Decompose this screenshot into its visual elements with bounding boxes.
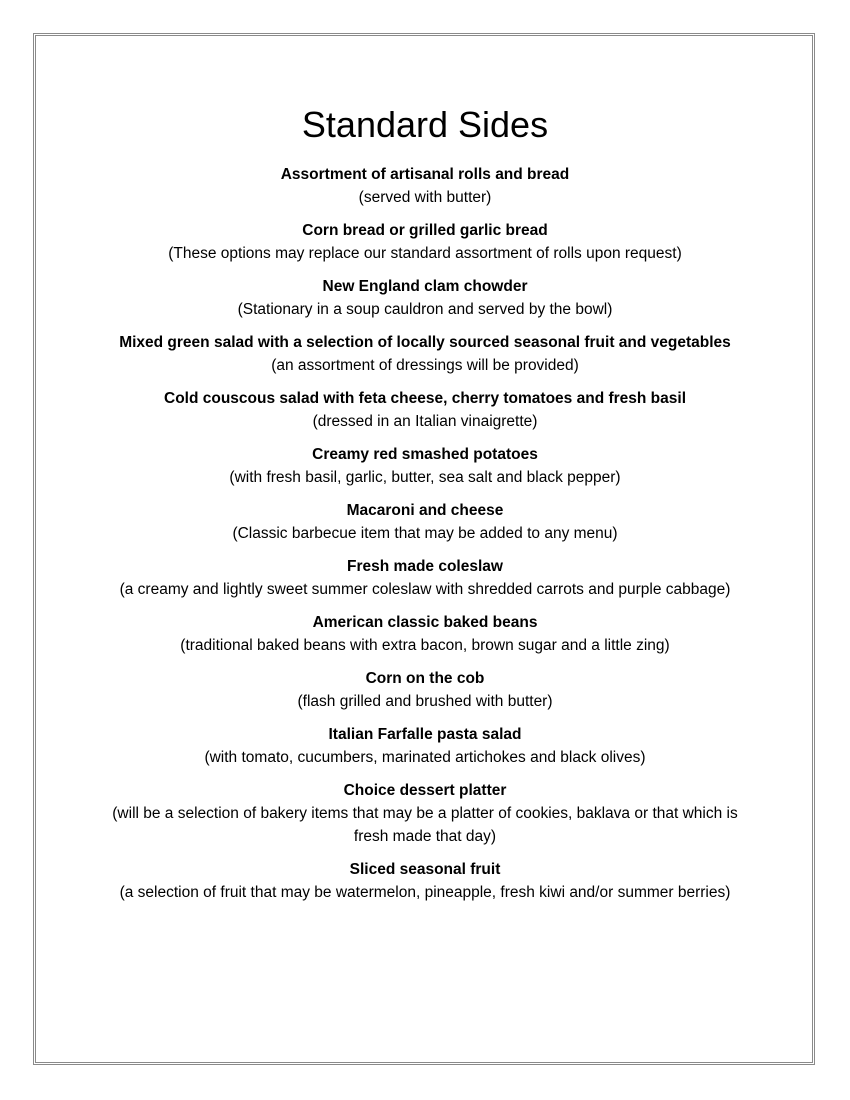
menu-item-name: Macaroni and cheese (346, 502, 504, 519)
menu-item (100, 611, 750, 657)
menu-item (100, 667, 750, 713)
menu-item-name: Choice dessert platter (343, 782, 507, 799)
menu-item-name: Italian Farfalle pasta salad (328, 726, 522, 743)
menu-item-name: Corn bread or grilled garlic bread (302, 222, 548, 239)
menu-item-name: New England clam chowder (322, 278, 528, 295)
menu-item (100, 387, 750, 433)
menu-item-description: (a selection of fruit that may be watermelon, pineapple, fresh kiwi and/or summer berries) (119, 884, 731, 901)
menu-item (100, 858, 750, 904)
menu-item-description: (with tomato, cucumbers, marinated artichokes and black olives) (204, 749, 646, 766)
menu-item-description: (an assortment of dressings will be provided) (271, 357, 579, 374)
menu-item (100, 163, 750, 209)
menu-item-description: (Classic barbecue item that may be added to any menu) (232, 525, 618, 542)
menu-item-name: Sliced seasonal fruit (349, 861, 501, 878)
menu-item-description: (flash grilled and brushed with butter) (297, 693, 553, 710)
menu-item-description: (Stationary in a soup cauldron and served by the bowl) (237, 301, 613, 318)
menu-item-description: (with fresh basil, garlic, butter, sea salt and black pepper) (229, 469, 621, 486)
menu-item-name: Creamy red smashed potatoes (312, 446, 538, 463)
menu-item-name: Fresh made coleslaw (347, 558, 503, 575)
menu-item (100, 555, 750, 601)
menu-item (100, 499, 750, 545)
menu-item-name: Cold couscous salad with feta cheese, cherry tomatoes and fresh basil (164, 390, 686, 407)
menu-item (100, 723, 750, 769)
menu-item (100, 779, 750, 848)
menu-item (100, 219, 750, 265)
menu-item-description: (served with butter) (358, 189, 492, 206)
menu-item-name: Mixed green salad with a selection of locally sourced seasonal fruit and vegetables (119, 334, 731, 351)
page-title: Standard Sides (301, 104, 549, 145)
menu-item (100, 275, 750, 321)
menu-item-description: (traditional baked beans with extra bacon, brown sugar and a little zing) (180, 637, 670, 654)
menu-item-description: (a creamy and lightly sweet summer coleslaw with shredded carrots and purple cabbage) (119, 581, 731, 598)
menu-item-name: American classic baked beans (312, 614, 538, 631)
menu-item-name: Assortment of artisanal rolls and bread (280, 166, 570, 183)
menu-item-description: (will be a selection of bakery items that may be a platter of cookies, baklava or that which is fresh made that day) (112, 805, 738, 845)
menu-item (100, 331, 750, 377)
document-content (100, 100, 750, 914)
menu-item-name: Corn on the cob (365, 670, 485, 687)
menu-item-description: (These options may replace our standard assortment of rolls upon request) (168, 245, 682, 262)
menu-item (100, 443, 750, 489)
menu-item-description: (dressed in an Italian vinaigrette) (312, 413, 538, 430)
